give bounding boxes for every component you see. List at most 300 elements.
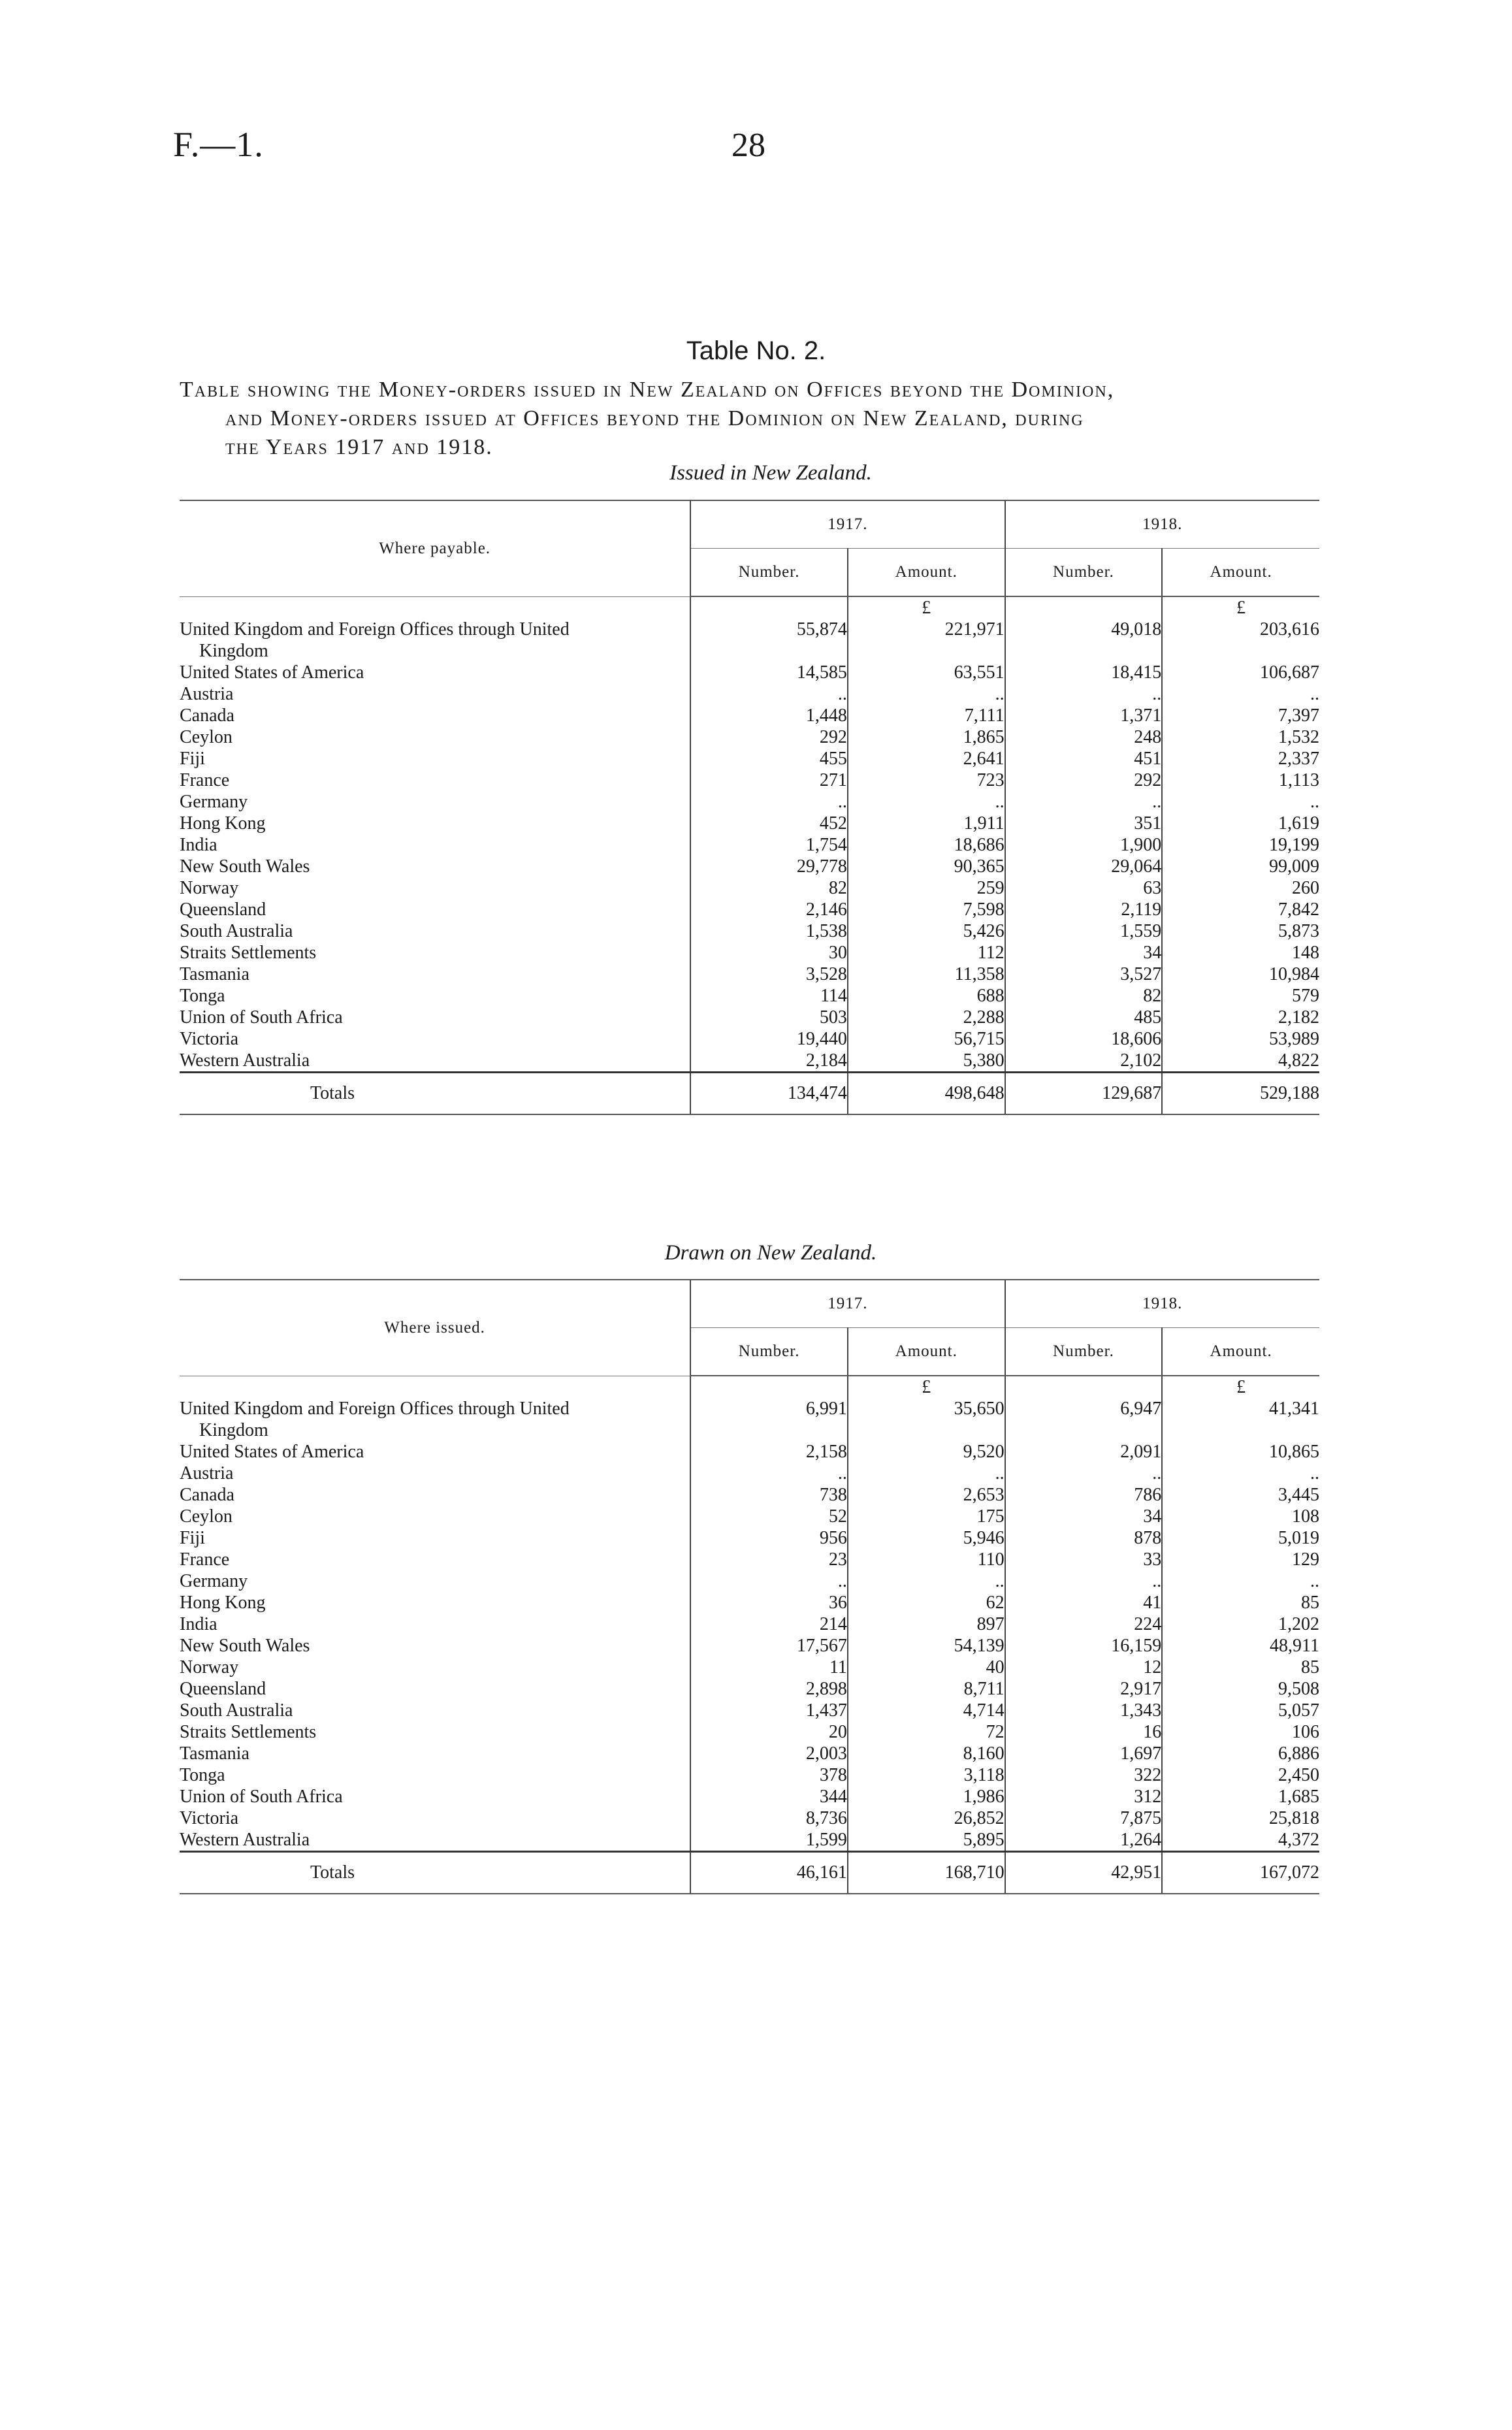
table-row (180, 1441, 1319, 1463)
amount-1918: 1,113 (1162, 770, 1319, 791)
year-1917-header: 1917. (690, 1280, 1005, 1328)
row-label-text: Canada (180, 1485, 234, 1505)
table-row (180, 1506, 1319, 1527)
table-row (180, 1635, 1319, 1657)
row-label (180, 1484, 690, 1506)
total-amount-1917: 498,648 (848, 1073, 1005, 1115)
number-1918: 34 (1005, 1506, 1163, 1527)
amount-1918: 106 (1162, 1721, 1319, 1743)
amount-1918: .. (1162, 791, 1319, 813)
number-1918: .. (1005, 791, 1163, 813)
amount-1917: 5,946 (848, 1527, 1005, 1549)
drawn-table (180, 1279, 1319, 1894)
amount-1917: 72 (848, 1721, 1005, 1743)
totals-row (180, 1073, 1319, 1115)
row-label (180, 1007, 690, 1028)
row-label-text: Ceylon (180, 1506, 233, 1527)
amount-1918: 1,202 (1162, 1613, 1319, 1635)
amount-1917: 221,971 (848, 619, 1005, 662)
row-label (180, 877, 690, 899)
number-1918: 33 (1005, 1549, 1163, 1570)
number-1917: 20 (690, 1721, 848, 1743)
number-1917: 452 (690, 813, 848, 834)
row-label (180, 662, 690, 683)
row-label (180, 834, 690, 856)
amount-1917: 2,288 (848, 1007, 1005, 1028)
number-1917: 82 (690, 877, 848, 899)
amount-1917: 56,715 (848, 1028, 1005, 1050)
amount-header: Amount. (1162, 549, 1319, 597)
amount-1917: 5,895 (848, 1829, 1005, 1852)
row-label (180, 1570, 690, 1592)
amount-1917: 7,598 (848, 899, 1005, 920)
caption-line: and Money-orders issued at Offices beyond the Dominion on New Zealand, during (225, 406, 1084, 430)
number-1918: 1,559 (1005, 920, 1163, 942)
amount-1918: 2,182 (1162, 1007, 1319, 1028)
number-1918: 485 (1005, 1007, 1163, 1028)
amount-1917: 259 (848, 877, 1005, 899)
amount-1917: 1,986 (848, 1786, 1005, 1807)
table-row (180, 1700, 1319, 1721)
number-1918: 351 (1005, 813, 1163, 834)
row-label (180, 1028, 690, 1050)
row-label (180, 1549, 690, 1570)
number-1917: 292 (690, 726, 848, 748)
number-1918: 312 (1005, 1786, 1163, 1807)
table-row (180, 1592, 1319, 1613)
table-row (180, 920, 1319, 942)
row-label (180, 920, 690, 942)
table-row (180, 985, 1319, 1007)
row-label-text: Straits Settlements (180, 1722, 317, 1742)
number-1917: 2,158 (690, 1441, 848, 1463)
amount-1918: 1,685 (1162, 1786, 1319, 1807)
year-1917-header: 1917. (690, 500, 1005, 549)
number-1917: 23 (690, 1549, 848, 1570)
table-caption (180, 376, 1326, 462)
amount-1918: 10,984 (1162, 964, 1319, 985)
row-label-text: Hong Kong (180, 813, 266, 834)
amount-1918: 108 (1162, 1506, 1319, 1527)
amount-1918: .. (1162, 1463, 1319, 1484)
row-label-text: Germany (180, 792, 248, 812)
row-label-text: Fiji (180, 749, 205, 769)
number-1918: 7,875 (1005, 1807, 1163, 1829)
row-label-text: India (180, 1614, 217, 1634)
row-label-text: Ceylon (180, 727, 233, 747)
number-1918: 2,917 (1005, 1678, 1163, 1700)
amount-1917: 4,714 (848, 1700, 1005, 1721)
row-label-text: New South Wales (180, 1636, 310, 1656)
number-1918: 1,343 (1005, 1700, 1163, 1721)
number-1917: 1,754 (690, 834, 848, 856)
row-label-line: Kingdom (199, 641, 268, 661)
total-number-1917: 134,474 (690, 1073, 848, 1115)
amount-header: Amount. (848, 549, 1005, 597)
amount-1918: 7,397 (1162, 705, 1319, 726)
number-header: Number. (690, 549, 848, 597)
number-1918: 6,947 (1005, 1398, 1163, 1441)
row-label (180, 770, 690, 791)
number-1918: .. (1005, 683, 1163, 705)
pound-sign: £ (848, 1376, 1005, 1398)
number-1917: 11 (690, 1657, 848, 1678)
row-label-line: Kingdom (199, 1420, 268, 1440)
row-label-text: United States of America (180, 662, 364, 683)
table-row (180, 1743, 1319, 1764)
number-1917: 1,448 (690, 705, 848, 726)
amount-1918: 1,532 (1162, 726, 1319, 748)
amount-1918: 2,450 (1162, 1764, 1319, 1786)
amount-1918: 9,508 (1162, 1678, 1319, 1700)
row-label (180, 1506, 690, 1527)
amount-1917: 1,865 (848, 726, 1005, 748)
number-1918: 12 (1005, 1657, 1163, 1678)
table-row (180, 705, 1319, 726)
number-1917: 14,585 (690, 662, 848, 683)
row-label (180, 683, 690, 705)
table-row (180, 942, 1319, 964)
number-1918: 2,102 (1005, 1050, 1163, 1073)
amount-1917: 26,852 (848, 1807, 1005, 1829)
number-1918: 224 (1005, 1613, 1163, 1635)
number-1918: 18,606 (1005, 1028, 1163, 1050)
row-label (180, 985, 690, 1007)
number-1917: 2,184 (690, 1050, 848, 1073)
row-label-line: United Kingdom and Foreign Offices through United (180, 619, 570, 640)
row-label (180, 748, 690, 770)
row-label-text: Canada (180, 705, 234, 726)
amount-1918: 5,019 (1162, 1527, 1319, 1549)
amount-1917: 7,111 (848, 705, 1005, 726)
row-label (180, 1441, 690, 1463)
pound-sign: £ (1162, 596, 1319, 619)
amount-1917: 62 (848, 1592, 1005, 1613)
amount-1918: 579 (1162, 985, 1319, 1007)
amount-1917: 35,650 (848, 1398, 1005, 1441)
empty-cell (690, 1376, 848, 1398)
number-1918: 322 (1005, 1764, 1163, 1786)
amount-1917: 2,641 (848, 748, 1005, 770)
number-1918: 1,900 (1005, 834, 1163, 856)
amount-1917: .. (848, 791, 1005, 813)
number-1917: 114 (690, 985, 848, 1007)
table-row (180, 619, 1319, 662)
number-1917: 738 (690, 1484, 848, 1506)
row-label-text: Tasmania (180, 1743, 249, 1764)
amount-1917: 90,365 (848, 856, 1005, 877)
row-label (180, 813, 690, 834)
amount-1917: .. (848, 683, 1005, 705)
row-label (180, 1050, 690, 1073)
row-label-text: Straits Settlements (180, 943, 317, 963)
number-1917: 378 (690, 1764, 848, 1786)
row-label-text: Western Australia (180, 1830, 310, 1850)
year-1918-header: 1918. (1005, 1280, 1319, 1328)
amount-1917: 1,911 (848, 813, 1005, 834)
number-1917: .. (690, 1463, 848, 1484)
number-1917: 6,991 (690, 1398, 848, 1441)
amount-1918: 99,009 (1162, 856, 1319, 877)
pound-sign: £ (1162, 1376, 1319, 1398)
amount-1917: 8,711 (848, 1678, 1005, 1700)
amount-1918: 106,687 (1162, 662, 1319, 683)
amount-1918: 53,989 (1162, 1028, 1319, 1050)
document-reference: F.—1. (173, 125, 264, 164)
amount-1917: 11,358 (848, 964, 1005, 985)
row-label-text: Norway (180, 878, 239, 898)
amount-1918: 148 (1162, 942, 1319, 964)
table-row (180, 1398, 1319, 1441)
number-1917: 19,440 (690, 1028, 848, 1050)
row-label-text: India (180, 835, 217, 855)
table-row (180, 1786, 1319, 1807)
total-number-1918: 129,687 (1005, 1073, 1163, 1115)
row-label (180, 1635, 690, 1657)
drawn-section-title: Drawn on New Zealand. (664, 1241, 877, 1265)
number-1917: 55,874 (690, 619, 848, 662)
number-1918: 82 (1005, 985, 1163, 1007)
row-label-text: United States of America (180, 1442, 364, 1462)
row-label-text: France (180, 770, 230, 790)
caption-line: the Years 1917 and 1918. (225, 435, 493, 459)
row-label (180, 1657, 690, 1678)
number-1918: 41 (1005, 1592, 1163, 1613)
empty-cell (1005, 1376, 1163, 1398)
row-label (180, 1678, 690, 1700)
caption-line: Table showing the Money-orders issued in New Zealand on Offices beyond the Dominion, (180, 378, 1115, 402)
number-1918: 248 (1005, 726, 1163, 748)
row-label (180, 791, 690, 813)
row-label-text: Germany (180, 1571, 248, 1591)
amount-1917: 3,118 (848, 1764, 1005, 1786)
amount-1918: 7,842 (1162, 899, 1319, 920)
amount-1917: 723 (848, 770, 1005, 791)
number-1917: 2,898 (690, 1678, 848, 1700)
number-1918: 786 (1005, 1484, 1163, 1506)
number-1918: 3,527 (1005, 964, 1163, 985)
row-label (180, 1743, 690, 1764)
table-row (180, 1527, 1319, 1549)
number-header: Number. (1005, 549, 1163, 597)
total-number-1917: 46,161 (690, 1852, 848, 1894)
total-amount-1917: 168,710 (848, 1852, 1005, 1894)
number-1917: 52 (690, 1506, 848, 1527)
row-label (180, 942, 690, 964)
amount-1917: 54,139 (848, 1635, 1005, 1657)
number-1917: 1,599 (690, 1829, 848, 1852)
amount-1918: 85 (1162, 1657, 1319, 1678)
table-row (180, 726, 1319, 748)
number-1917: 8,736 (690, 1807, 848, 1829)
number-1918: 451 (1005, 748, 1163, 770)
row-label-text: Hong Kong (180, 1593, 266, 1613)
where-issued-header: Where issued. (180, 1280, 690, 1376)
table-row (180, 662, 1319, 683)
pound-sign: £ (848, 596, 1005, 619)
table-row (180, 1570, 1319, 1592)
table-row (180, 748, 1319, 770)
issued-section-title: Issued in New Zealand. (669, 461, 872, 485)
row-label (180, 1613, 690, 1635)
number-1918: 49,018 (1005, 619, 1163, 662)
row-label-text: South Australia (180, 921, 293, 941)
table-row (180, 1484, 1319, 1506)
amount-1918: 48,911 (1162, 1635, 1319, 1657)
table-row (180, 1613, 1319, 1635)
table-row (180, 1807, 1319, 1829)
number-1918: 63 (1005, 877, 1163, 899)
amount-1917: 18,686 (848, 834, 1005, 856)
number-1918: 16,159 (1005, 1635, 1163, 1657)
number-header: Number. (1005, 1328, 1163, 1376)
table-row (180, 1549, 1319, 1570)
number-1917: .. (690, 1570, 848, 1592)
row-label-text: Union of South Africa (180, 1007, 343, 1028)
amount-1917: 40 (848, 1657, 1005, 1678)
number-1917: .. (690, 791, 848, 813)
issued-table (180, 500, 1319, 1115)
row-label (180, 1764, 690, 1786)
number-1917: 1,437 (690, 1700, 848, 1721)
number-1917: 30 (690, 942, 848, 964)
row-label-text: Victoria (180, 1808, 239, 1828)
amount-1917: 9,520 (848, 1441, 1005, 1463)
row-label (180, 619, 690, 662)
number-1918: .. (1005, 1463, 1163, 1484)
amount-1918: 1,619 (1162, 813, 1319, 834)
amount-1918: 19,199 (1162, 834, 1319, 856)
table-row (180, 683, 1319, 705)
amount-1918: 4,372 (1162, 1829, 1319, 1852)
number-1917: 36 (690, 1592, 848, 1613)
amount-1917: 112 (848, 942, 1005, 964)
amount-1917: 5,426 (848, 920, 1005, 942)
amount-1918: 85 (1162, 1592, 1319, 1613)
number-1918: 18,415 (1005, 662, 1163, 683)
number-1917: 503 (690, 1007, 848, 1028)
amount-1918: .. (1162, 1570, 1319, 1592)
row-label (180, 899, 690, 920)
row-label-text: Tonga (180, 1765, 225, 1785)
table-title: Table No. 2. (686, 336, 826, 365)
row-label (180, 1592, 690, 1613)
table-row (180, 964, 1319, 985)
table-row (180, 899, 1319, 920)
table-row (180, 1678, 1319, 1700)
number-1917: 2,146 (690, 899, 848, 920)
row-label-text: Tonga (180, 986, 225, 1006)
totals-label: Totals (180, 1852, 690, 1894)
row-label-text: Tasmania (180, 964, 249, 984)
table-row (180, 1721, 1319, 1743)
row-label (180, 1398, 690, 1441)
currency-row (180, 596, 1319, 619)
row-label (180, 964, 690, 985)
amount-1917: .. (848, 1463, 1005, 1484)
totals-row (180, 1852, 1319, 1894)
amount-1917: .. (848, 1570, 1005, 1592)
amount-1917: 8,160 (848, 1743, 1005, 1764)
table-row (180, 1829, 1319, 1852)
number-1917: 956 (690, 1527, 848, 1549)
number-1918: 34 (1005, 942, 1163, 964)
number-1918: 1,371 (1005, 705, 1163, 726)
number-1918: 29,064 (1005, 856, 1163, 877)
amount-1917: 63,551 (848, 662, 1005, 683)
row-label (180, 1786, 690, 1807)
table-row (180, 856, 1319, 877)
empty-cell (690, 596, 848, 619)
amount-1917: 688 (848, 985, 1005, 1007)
row-label (180, 1463, 690, 1484)
amount-1918: 2,337 (1162, 748, 1319, 770)
amount-1918: 260 (1162, 877, 1319, 899)
row-label-text: Fiji (180, 1528, 205, 1548)
table-row (180, 877, 1319, 899)
total-amount-1918: 529,188 (1162, 1073, 1319, 1115)
page-number: 28 (732, 127, 765, 164)
row-label-text: South Australia (180, 1700, 293, 1721)
currency-row (180, 1376, 1319, 1398)
row-label-text: New South Wales (180, 856, 310, 877)
table-row (180, 834, 1319, 856)
number-1917: .. (690, 683, 848, 705)
total-number-1918: 42,951 (1005, 1852, 1163, 1894)
amount-1918: 203,616 (1162, 619, 1319, 662)
amount-1918: 129 (1162, 1549, 1319, 1570)
row-label (180, 1700, 690, 1721)
amount-1918: 5,057 (1162, 1700, 1319, 1721)
number-1917: 271 (690, 770, 848, 791)
row-label (180, 856, 690, 877)
row-label-text: Western Australia (180, 1050, 310, 1071)
number-1918: 292 (1005, 770, 1163, 791)
where-payable-header: Where payable. (180, 500, 690, 596)
row-label-text: Norway (180, 1657, 239, 1677)
table-row (180, 1657, 1319, 1678)
row-label-text: Queensland (180, 1679, 266, 1699)
row-label (180, 1807, 690, 1829)
empty-cell (180, 596, 690, 619)
number-1917: 2,003 (690, 1743, 848, 1764)
number-1917: 17,567 (690, 1635, 848, 1657)
amount-1917: 897 (848, 1613, 1005, 1635)
number-1917: 3,528 (690, 964, 848, 985)
total-amount-1918: 167,072 (1162, 1852, 1319, 1894)
table-row (180, 813, 1319, 834)
number-1918: 2,091 (1005, 1441, 1163, 1463)
row-label (180, 1829, 690, 1852)
number-1917: 344 (690, 1786, 848, 1807)
number-1918: 878 (1005, 1527, 1163, 1549)
amount-header: Amount. (1162, 1328, 1319, 1376)
amount-1918: 5,873 (1162, 920, 1319, 942)
number-1918: 2,119 (1005, 899, 1163, 920)
amount-1917: 5,380 (848, 1050, 1005, 1073)
amount-header: Amount. (848, 1328, 1005, 1376)
row-label-text: Victoria (180, 1029, 239, 1049)
number-1917: 214 (690, 1613, 848, 1635)
number-1917: 1,538 (690, 920, 848, 942)
row-label-line: United Kingdom and Foreign Offices through United (180, 1399, 570, 1419)
row-label-text: France (180, 1549, 230, 1570)
amount-1917: 110 (848, 1549, 1005, 1570)
table-row (180, 1050, 1319, 1073)
number-1918: 1,264 (1005, 1829, 1163, 1852)
number-1918: 16 (1005, 1721, 1163, 1743)
number-1917: 29,778 (690, 856, 848, 877)
